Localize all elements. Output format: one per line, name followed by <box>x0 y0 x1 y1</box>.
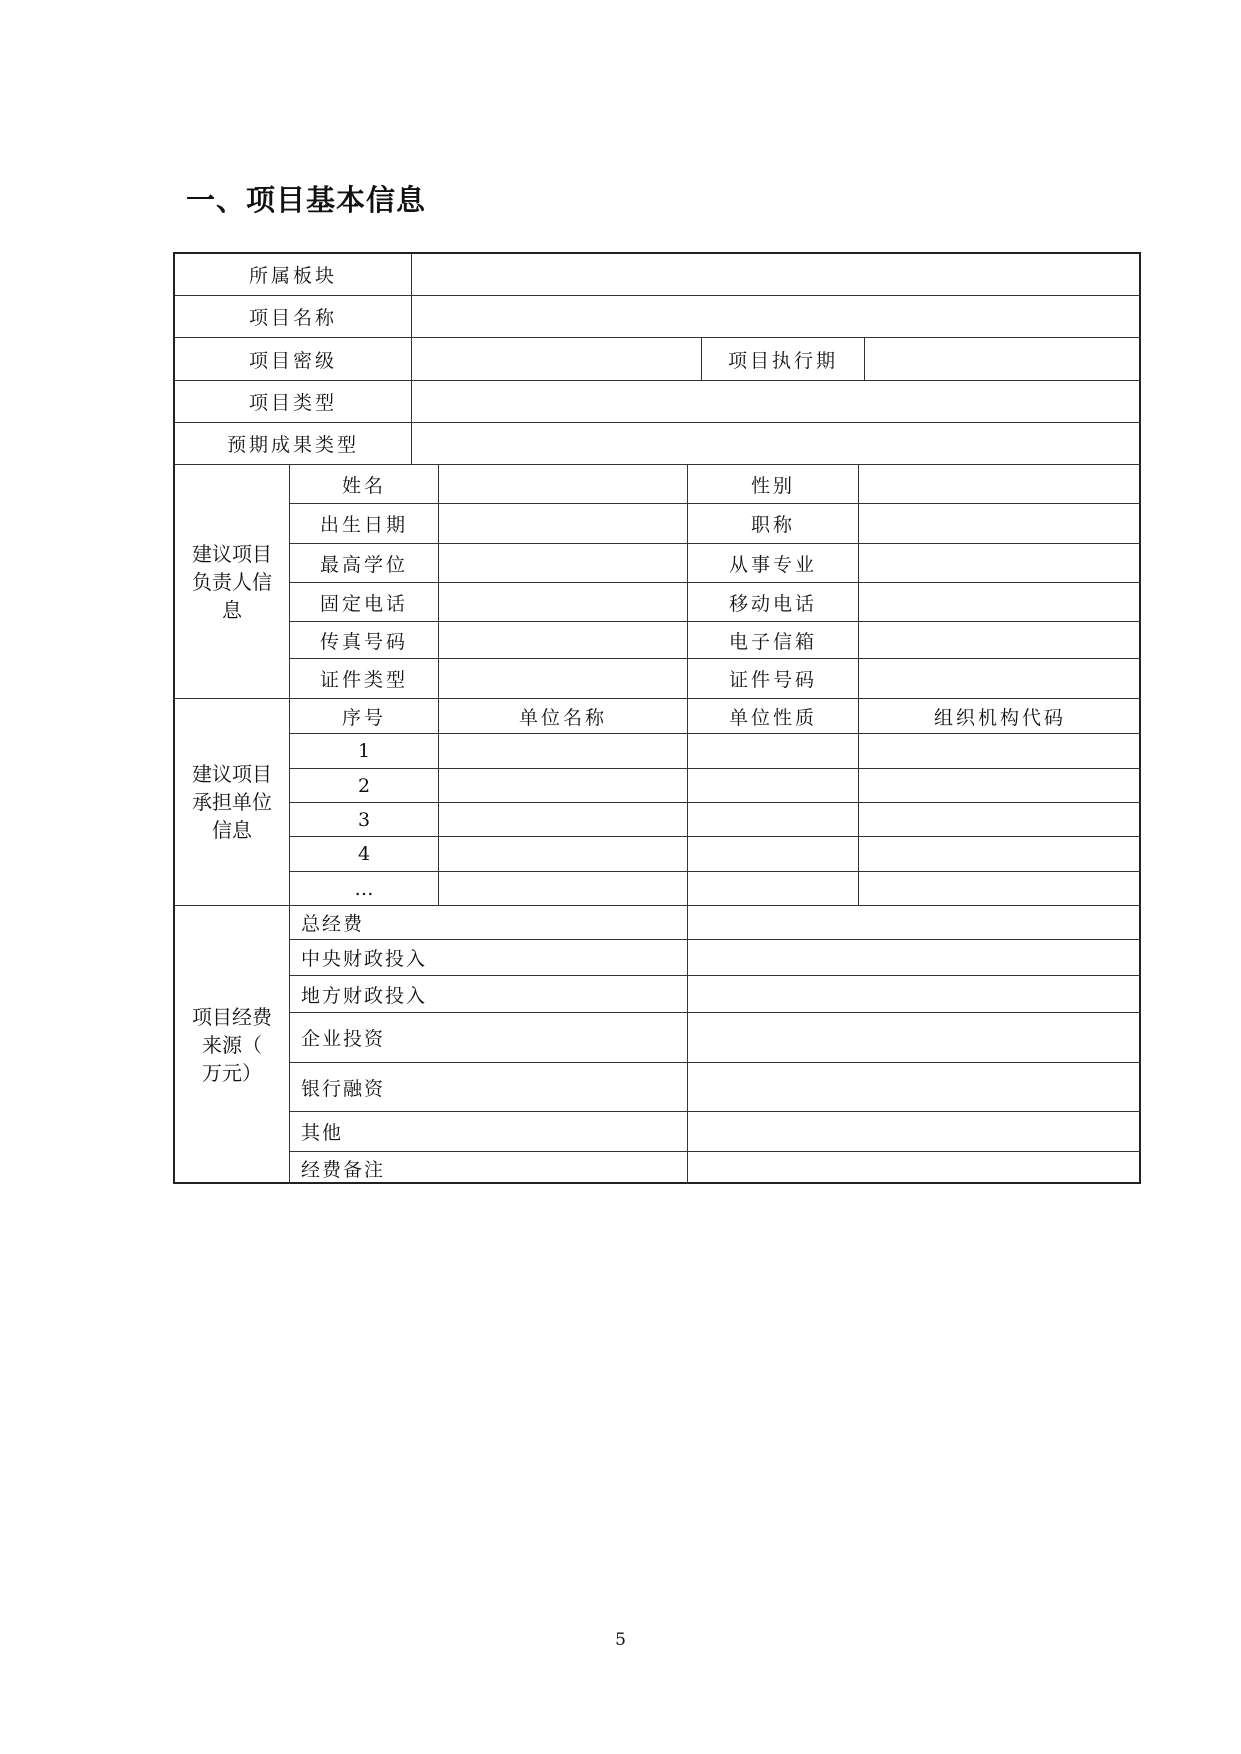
leader-field-value[interactable] <box>439 465 688 504</box>
leader-field-value[interactable] <box>859 504 1141 544</box>
units-row-cell[interactable] <box>859 803 1141 837</box>
funding-item-label: 经费备注 <box>290 1152 688 1184</box>
units-row-cell[interactable] <box>688 769 859 803</box>
leader-field-label: 传真号码 <box>290 622 439 659</box>
units-row-cell[interactable] <box>688 803 859 837</box>
units-row-cell[interactable] <box>439 837 688 872</box>
funding-item-value[interactable] <box>688 1112 1141 1152</box>
leader-field-value[interactable] <box>439 622 688 659</box>
units-row-cell[interactable] <box>688 734 859 769</box>
leader-field-value[interactable] <box>439 583 688 622</box>
funding-item-label: 银行融资 <box>290 1063 688 1112</box>
label-period: 项目执行期 <box>702 338 865 381</box>
label-secret-level: 项目密级 <box>175 338 412 381</box>
leader-field-value[interactable] <box>439 504 688 544</box>
units-group-label: 建议项目承担单位信息 <box>175 699 290 906</box>
leader-field-value[interactable] <box>859 583 1141 622</box>
units-row-index: 4 <box>290 837 439 872</box>
units-header: 组织机构代码 <box>859 699 1141 734</box>
funding-item-label: 总经费 <box>290 906 688 940</box>
page-number: 5 <box>615 1630 626 1650</box>
leader-field-value[interactable] <box>439 659 688 699</box>
value-secret-level[interactable] <box>412 338 702 381</box>
funding-item-label: 企业投资 <box>290 1013 688 1063</box>
units-row-cell[interactable] <box>859 872 1141 906</box>
label-project-name: 项目名称 <box>175 296 412 338</box>
funding-item-value[interactable] <box>688 1063 1141 1112</box>
project-info-table <box>173 252 1141 1184</box>
funding-item-value[interactable] <box>688 1013 1141 1063</box>
units-row-cell[interactable] <box>439 734 688 769</box>
units-row-cell[interactable] <box>688 872 859 906</box>
leader-field-label: 移动电话 <box>688 583 859 622</box>
funding-item-label: 中央财政投入 <box>290 940 688 976</box>
value-project-name[interactable] <box>412 296 1141 338</box>
value-expected-results[interactable] <box>412 423 1141 465</box>
units-row-index: … <box>290 872 439 906</box>
value-period[interactable] <box>865 338 1141 381</box>
leader-field-label: 证件类型 <box>290 659 439 699</box>
label-project-type: 项目类型 <box>175 381 412 423</box>
funding-item-value[interactable] <box>688 906 1141 940</box>
value-sector[interactable] <box>412 254 1141 296</box>
leader-field-label: 出生日期 <box>290 504 439 544</box>
units-row-index: 3 <box>290 803 439 837</box>
leader-field-label: 证件号码 <box>688 659 859 699</box>
funding-item-label: 其他 <box>290 1112 688 1152</box>
units-row-cell[interactable] <box>439 803 688 837</box>
leader-field-value[interactable] <box>859 622 1141 659</box>
leader-group-label: 建议项目负责人信息 <box>175 465 290 699</box>
units-row-cell[interactable] <box>439 872 688 906</box>
leader-field-label: 职称 <box>688 504 859 544</box>
leader-field-label: 固定电话 <box>290 583 439 622</box>
label-expected-results: 预期成果类型 <box>175 423 412 465</box>
leader-field-label: 电子信箱 <box>688 622 859 659</box>
units-row-cell[interactable] <box>859 837 1141 872</box>
label-sector: 所属板块 <box>175 254 412 296</box>
units-row-cell[interactable] <box>439 769 688 803</box>
units-header: 单位名称 <box>439 699 688 734</box>
funding-item-value[interactable] <box>688 976 1141 1013</box>
units-row-cell[interactable] <box>859 734 1141 769</box>
units-row-cell[interactable] <box>688 837 859 872</box>
funding-item-value[interactable] <box>688 940 1141 976</box>
page-title: 一、项目基本信息 <box>186 183 427 217</box>
leader-field-label: 从事专业 <box>688 544 859 583</box>
units-header: 单位性质 <box>688 699 859 734</box>
funding-item-value[interactable] <box>688 1152 1141 1184</box>
units-header: 序号 <box>290 699 439 734</box>
leader-field-value[interactable] <box>859 659 1141 699</box>
units-row-index: 2 <box>290 769 439 803</box>
funding-item-label: 地方财政投入 <box>290 976 688 1013</box>
leader-field-label: 性别 <box>688 465 859 504</box>
units-row-cell[interactable] <box>859 769 1141 803</box>
value-project-type[interactable] <box>412 381 1141 423</box>
leader-field-value[interactable] <box>439 544 688 583</box>
leader-field-value[interactable] <box>859 544 1141 583</box>
leader-field-label: 姓名 <box>290 465 439 504</box>
funding-group-label: 项目经费来源（ 万元） <box>175 906 290 1184</box>
leader-field-value[interactable] <box>859 465 1141 504</box>
leader-field-label: 最高学位 <box>290 544 439 583</box>
units-row-index: 1 <box>290 734 439 769</box>
